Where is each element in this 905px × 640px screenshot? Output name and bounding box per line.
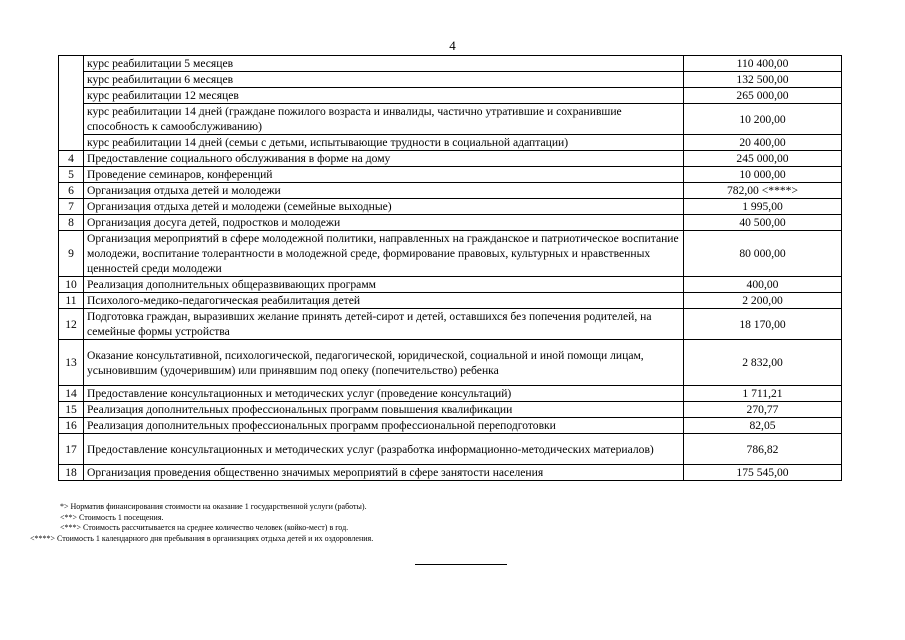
separator-line <box>415 564 507 565</box>
row-number-cell <box>59 56 84 151</box>
service-name-cell: Психолого-медико-педагогическая реабилитация детей <box>84 293 684 309</box>
table-row <box>59 386 842 402</box>
cost-cell: 18 170,00 <box>684 309 842 340</box>
service-name-cell: Предоставление социального обслуживания в форме на дому <box>84 151 684 167</box>
table-row <box>59 72 842 88</box>
cost-cell: 2 832,00 <box>684 340 842 386</box>
row-number-cell: 17 <box>59 434 84 465</box>
service-name-cell: Предоставление консультационных и методических услуг (разработка информационно-методических материалов) <box>84 434 684 465</box>
table-row <box>59 199 842 215</box>
table-row <box>59 465 842 481</box>
cost-cell: 265 000,00 <box>684 88 842 104</box>
footnote: <**> Стоимость 1 посещения. <box>60 512 164 522</box>
table-row <box>59 402 842 418</box>
service-name-cell: Организация отдыха детей и молодежи (семейные выходные) <box>84 199 684 215</box>
service-name-cell: Организация мероприятий в сфере молодежной политики, направленных на гражданское и патриотическое воспитание молодежи, воспитание толерантности в молодежной среде, формирование правовых, культурных и нравственных ценностей среди молодежи <box>84 231 684 277</box>
table-row <box>59 215 842 231</box>
service-name-cell: Реализация дополнительных профессиональных программ профессиональной переподготовки <box>84 418 684 434</box>
table-row <box>59 88 842 104</box>
table-row <box>59 56 842 72</box>
cost-cell: 1 711,21 <box>684 386 842 402</box>
service-name-cell: курс реабилитации 6 месяцев <box>84 72 684 88</box>
cost-cell: 82,05 <box>684 418 842 434</box>
service-name-cell: Организация досуга детей, подростков и молодежи <box>84 215 684 231</box>
table-row <box>59 167 842 183</box>
row-number-cell: 4 <box>59 151 84 167</box>
services-cost-table <box>58 55 842 481</box>
table-body <box>59 56 842 481</box>
row-number-cell: 9 <box>59 231 84 277</box>
row-number-cell: 7 <box>59 199 84 215</box>
service-name-cell: Организация отдыха детей и молодежи <box>84 183 684 199</box>
row-number-cell: 10 <box>59 277 84 293</box>
service-name-cell: Реализация дополнительных общеразвивающих программ <box>84 277 684 293</box>
service-name-cell: курс реабилитации 14 дней (семьи с детьми, испытывающие трудности в социальной адаптации) <box>84 135 684 151</box>
cost-cell: 10 000,00 <box>684 167 842 183</box>
cost-cell: 270,77 <box>684 402 842 418</box>
service-name-cell: Реализация дополнительных профессиональных программ повышения квалификации <box>84 402 684 418</box>
cost-cell: 782,00 <****> <box>684 183 842 199</box>
footnote: <***> Стоимость рассчитывается на среднее количество человек (койко-мест) в год. <box>60 523 349 532</box>
cost-cell: 80 000,00 <box>684 231 842 277</box>
row-number-cell: 11 <box>59 293 84 309</box>
row-number-cell: 5 <box>59 167 84 183</box>
cost-cell: 400,00 <box>684 277 842 293</box>
row-number-cell: 12 <box>59 309 84 340</box>
cost-cell: 132 500,00 <box>684 72 842 88</box>
cost-cell: 1 995,00 <box>684 199 842 215</box>
footnote: *> Норматив финансирования стоимости на оказание 1 государственной услуги (работы). <box>60 502 367 511</box>
service-name-cell: курс реабилитации 5 месяцев <box>84 56 684 72</box>
table-row <box>59 104 842 135</box>
cost-cell: 10 200,00 <box>684 104 842 135</box>
row-number-cell: 13 <box>59 340 84 386</box>
row-number-cell: 18 <box>59 465 84 481</box>
footnotes <box>30 502 630 544</box>
page-number: 4 <box>449 38 456 53</box>
cost-cell: 786,82 <box>684 434 842 465</box>
row-number-cell: 8 <box>59 215 84 231</box>
footnote: <****> Стоимость 1 календарного дня пребывания в организациях отдыха детей и их оздоровления. <box>30 533 374 543</box>
service-name-cell: Подготовка граждан, выразивших желание принять детей-сирот и детей, оставшихся без попечения родителей, на семейные формы устройства <box>84 309 684 340</box>
service-name-cell: Предоставление консультационных и методических услуг (проведение консультаций) <box>84 386 684 402</box>
table-row <box>59 231 842 277</box>
table-row <box>59 151 842 167</box>
row-number-cell: 15 <box>59 402 84 418</box>
table-row <box>59 309 842 340</box>
table-row <box>59 183 842 199</box>
table-row <box>59 340 842 386</box>
table-row <box>59 277 842 293</box>
cost-cell: 245 000,00 <box>684 151 842 167</box>
row-number-cell: 16 <box>59 418 84 434</box>
table-row <box>59 293 842 309</box>
service-name-cell: Организация проведения общественно значимых мероприятий в сфере занятости населения <box>84 465 684 481</box>
cost-cell: 110 400,00 <box>684 56 842 72</box>
service-name-cell: курс реабилитации 14 дней (граждане пожилого возраста и инвалиды, частично утратившие и сохранившие способность к самообслуживанию) <box>84 104 684 135</box>
row-number-cell: 6 <box>59 183 84 199</box>
row-number-cell: 14 <box>59 386 84 402</box>
table-row <box>59 434 842 465</box>
cost-cell: 175 545,00 <box>684 465 842 481</box>
cost-cell: 20 400,00 <box>684 135 842 151</box>
cost-cell: 40 500,00 <box>684 215 842 231</box>
service-name-cell: курс реабилитации 12 месяцев <box>84 88 684 104</box>
cost-cell: 2 200,00 <box>684 293 842 309</box>
table-row <box>59 418 842 434</box>
service-name-cell: Оказание консультативной, психологической, педагогической, юридической, социальной и иной помощи лицам, усыновившим (удочерившим) или принявшим под опеку (попечительство) ребенка <box>84 340 684 386</box>
service-name-cell: Проведение семинаров, конференций <box>84 167 684 183</box>
table-row <box>59 135 842 151</box>
